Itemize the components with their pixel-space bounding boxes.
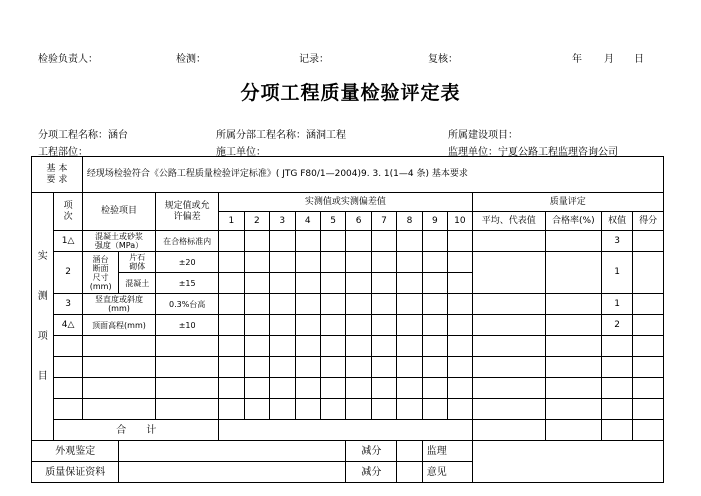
basic-req-text: 经现场检验符合《公路工程质量检验评定标准》( JTG F80/1—2004)9. 3. 1(1—4 条) 基本要求 (82, 157, 663, 193)
col-spec: 规定值或允 许偏差 (156, 193, 219, 231)
supervision-label: 监理 (422, 441, 472, 462)
measure-no: 10 (448, 212, 472, 231)
row-spec: ±15 (156, 273, 219, 294)
measure-no: 7 (371, 212, 396, 231)
row-no: 4△ (54, 315, 82, 336)
construction-project: 所属建设项目： (448, 130, 518, 141)
supervisor: 监理单位：宁夏公路工程监理咨询公司 (448, 147, 618, 158)
row-spec: 0.3%台高 (156, 294, 219, 315)
division-name: 所属分部工程名称：涵洞工程 (216, 130, 346, 141)
contractor: 施工单位： (216, 147, 266, 158)
measure-no: 3 (270, 212, 295, 231)
col-item-no: 项 次 (54, 193, 82, 231)
measure-no: 5 (320, 212, 345, 231)
side-label: 实 测 项 目 (32, 193, 54, 441)
record-label: 记录： (299, 54, 329, 65)
test-label: 检测： (176, 54, 206, 65)
row-subitem: 混凝土 (119, 273, 156, 294)
appearance-label: 外观鉴定 (32, 441, 119, 462)
row-item: 顶面高程(mm) (82, 315, 155, 336)
measure-no: 6 (346, 212, 371, 231)
col-measured: 实测值或实测偏差值 (219, 193, 472, 212)
measure-no: 1 (219, 212, 244, 231)
month-label: 月 (604, 54, 614, 65)
row-item: 竖直度或斜度 (mm) (82, 294, 155, 315)
day-label: 日 (634, 54, 644, 65)
row-weight: 2 (601, 315, 633, 336)
row-item: 混凝土或砂浆 强度（MPa） (82, 231, 155, 252)
page-title: 分项工程质量检验评定表 (240, 82, 461, 104)
col-quality: 质量评定 (472, 193, 663, 212)
deduct-label: 减分 (346, 441, 397, 462)
review-label: 复核： (428, 54, 458, 65)
row-no: 3 (54, 294, 82, 315)
inspector-label: 检验负责人： (38, 54, 98, 65)
row-no: 2 (54, 252, 82, 294)
col-avg: 平均、代表值 (472, 212, 545, 231)
row-subitem: 片石 砌体 (119, 252, 156, 273)
measure-no: 4 (295, 212, 320, 231)
quality-docs-label: 质量保证资料 (32, 462, 119, 483)
row-weight: 1 (601, 252, 633, 294)
measure-no: 9 (422, 212, 447, 231)
row-weight: 1 (601, 294, 633, 315)
row-spec: ±10 (156, 315, 219, 336)
row-spec: 在合格标准内 (156, 231, 219, 252)
row-item: 涵台 断面 尺寸 (mm) (82, 252, 119, 294)
opinion-label: 意见 (422, 462, 472, 483)
inspection-table (31, 156, 664, 483)
row-weight: 3 (601, 231, 633, 252)
col-weight: 权值 (601, 212, 633, 231)
measure-no: 2 (244, 212, 269, 231)
project-location: 工程部位： (38, 147, 88, 158)
deduct-label: 减分 (346, 462, 397, 483)
col-score: 得分 (633, 212, 664, 231)
col-pass-rate: 合格率(%) (545, 212, 601, 231)
total-label: 合 计 (54, 420, 219, 441)
col-check-item: 检验项目 (82, 193, 155, 231)
subproject-name: 分项工程名称：涵台 (38, 130, 128, 141)
measure-no: 8 (397, 212, 422, 231)
basic-req-label: 基 本 要 求 (32, 157, 83, 193)
year-label: 年 (572, 54, 582, 65)
row-spec: ±20 (156, 252, 219, 273)
row-no: 1△ (54, 231, 82, 252)
